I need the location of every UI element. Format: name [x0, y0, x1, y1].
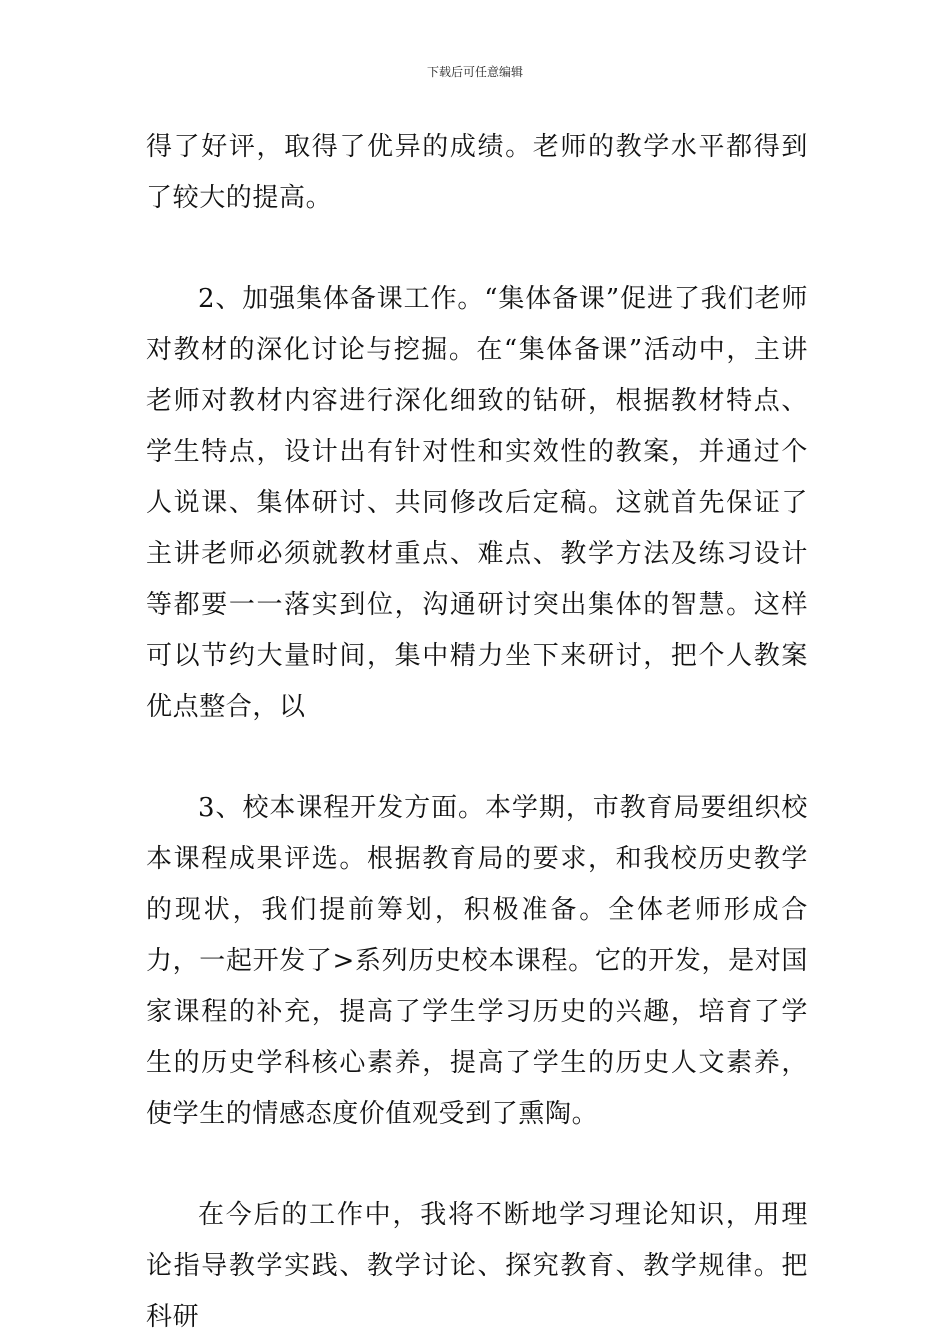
- document-body: [146, 122, 808, 1343]
- paragraph-gap: [146, 1140, 808, 1190]
- paragraph-gap: [146, 224, 808, 274]
- page-header: [0, 64, 950, 80]
- paragraph-gap: [146, 733, 808, 783]
- paragraph-2: 2、加强集体备课工作。“集体备课”促进了我们老师对教材的深化讨论与挖掘。在“集体备课”活动中，主讲老师对教材内容进行深化细致的钻研，根据教材特点、学生特点，设计出有针对性和实效性的教案，并通过个人说课、集体研讨、共同修改后定稿。这就首先保证了主讲老师必须就教材重点、难点、教学方法及练习设计等都要一一落实到位，沟通研讨突出集体的智慧。这样可以节约大量时间，集中精力坐下来研讨，把个人教案优点整合，以: [146, 284, 808, 722]
- header-note: 下载后可任意编辑: [426, 65, 523, 79]
- paragraph-4: 在今后的工作中，我将不断地学习理论知识，用理论指导教学实践、教学讨论、探究教育、教学规律。把科研: [146, 1200, 808, 1332]
- paragraph-1: 得了好评，取得了优异的成绩。老师的教学水平都得到了较大的提高。: [146, 132, 808, 213]
- paragraph-3: 3、校本课程开发方面。本学期，市教育局要组织校本课程成果评选。根据教育局的要求，和我校历史教学的现状，我们提前筹划，积极准备。全体老师形成合力，一起开发了>系列历史校本课程。它的开发，是对国家课程的补充，提高了学生学习历史的兴趣，培育了学生的历史学科核心素养，提高了学生的历史人文素养，使学生的情感态度价值观受到了熏陶。: [146, 793, 808, 1129]
